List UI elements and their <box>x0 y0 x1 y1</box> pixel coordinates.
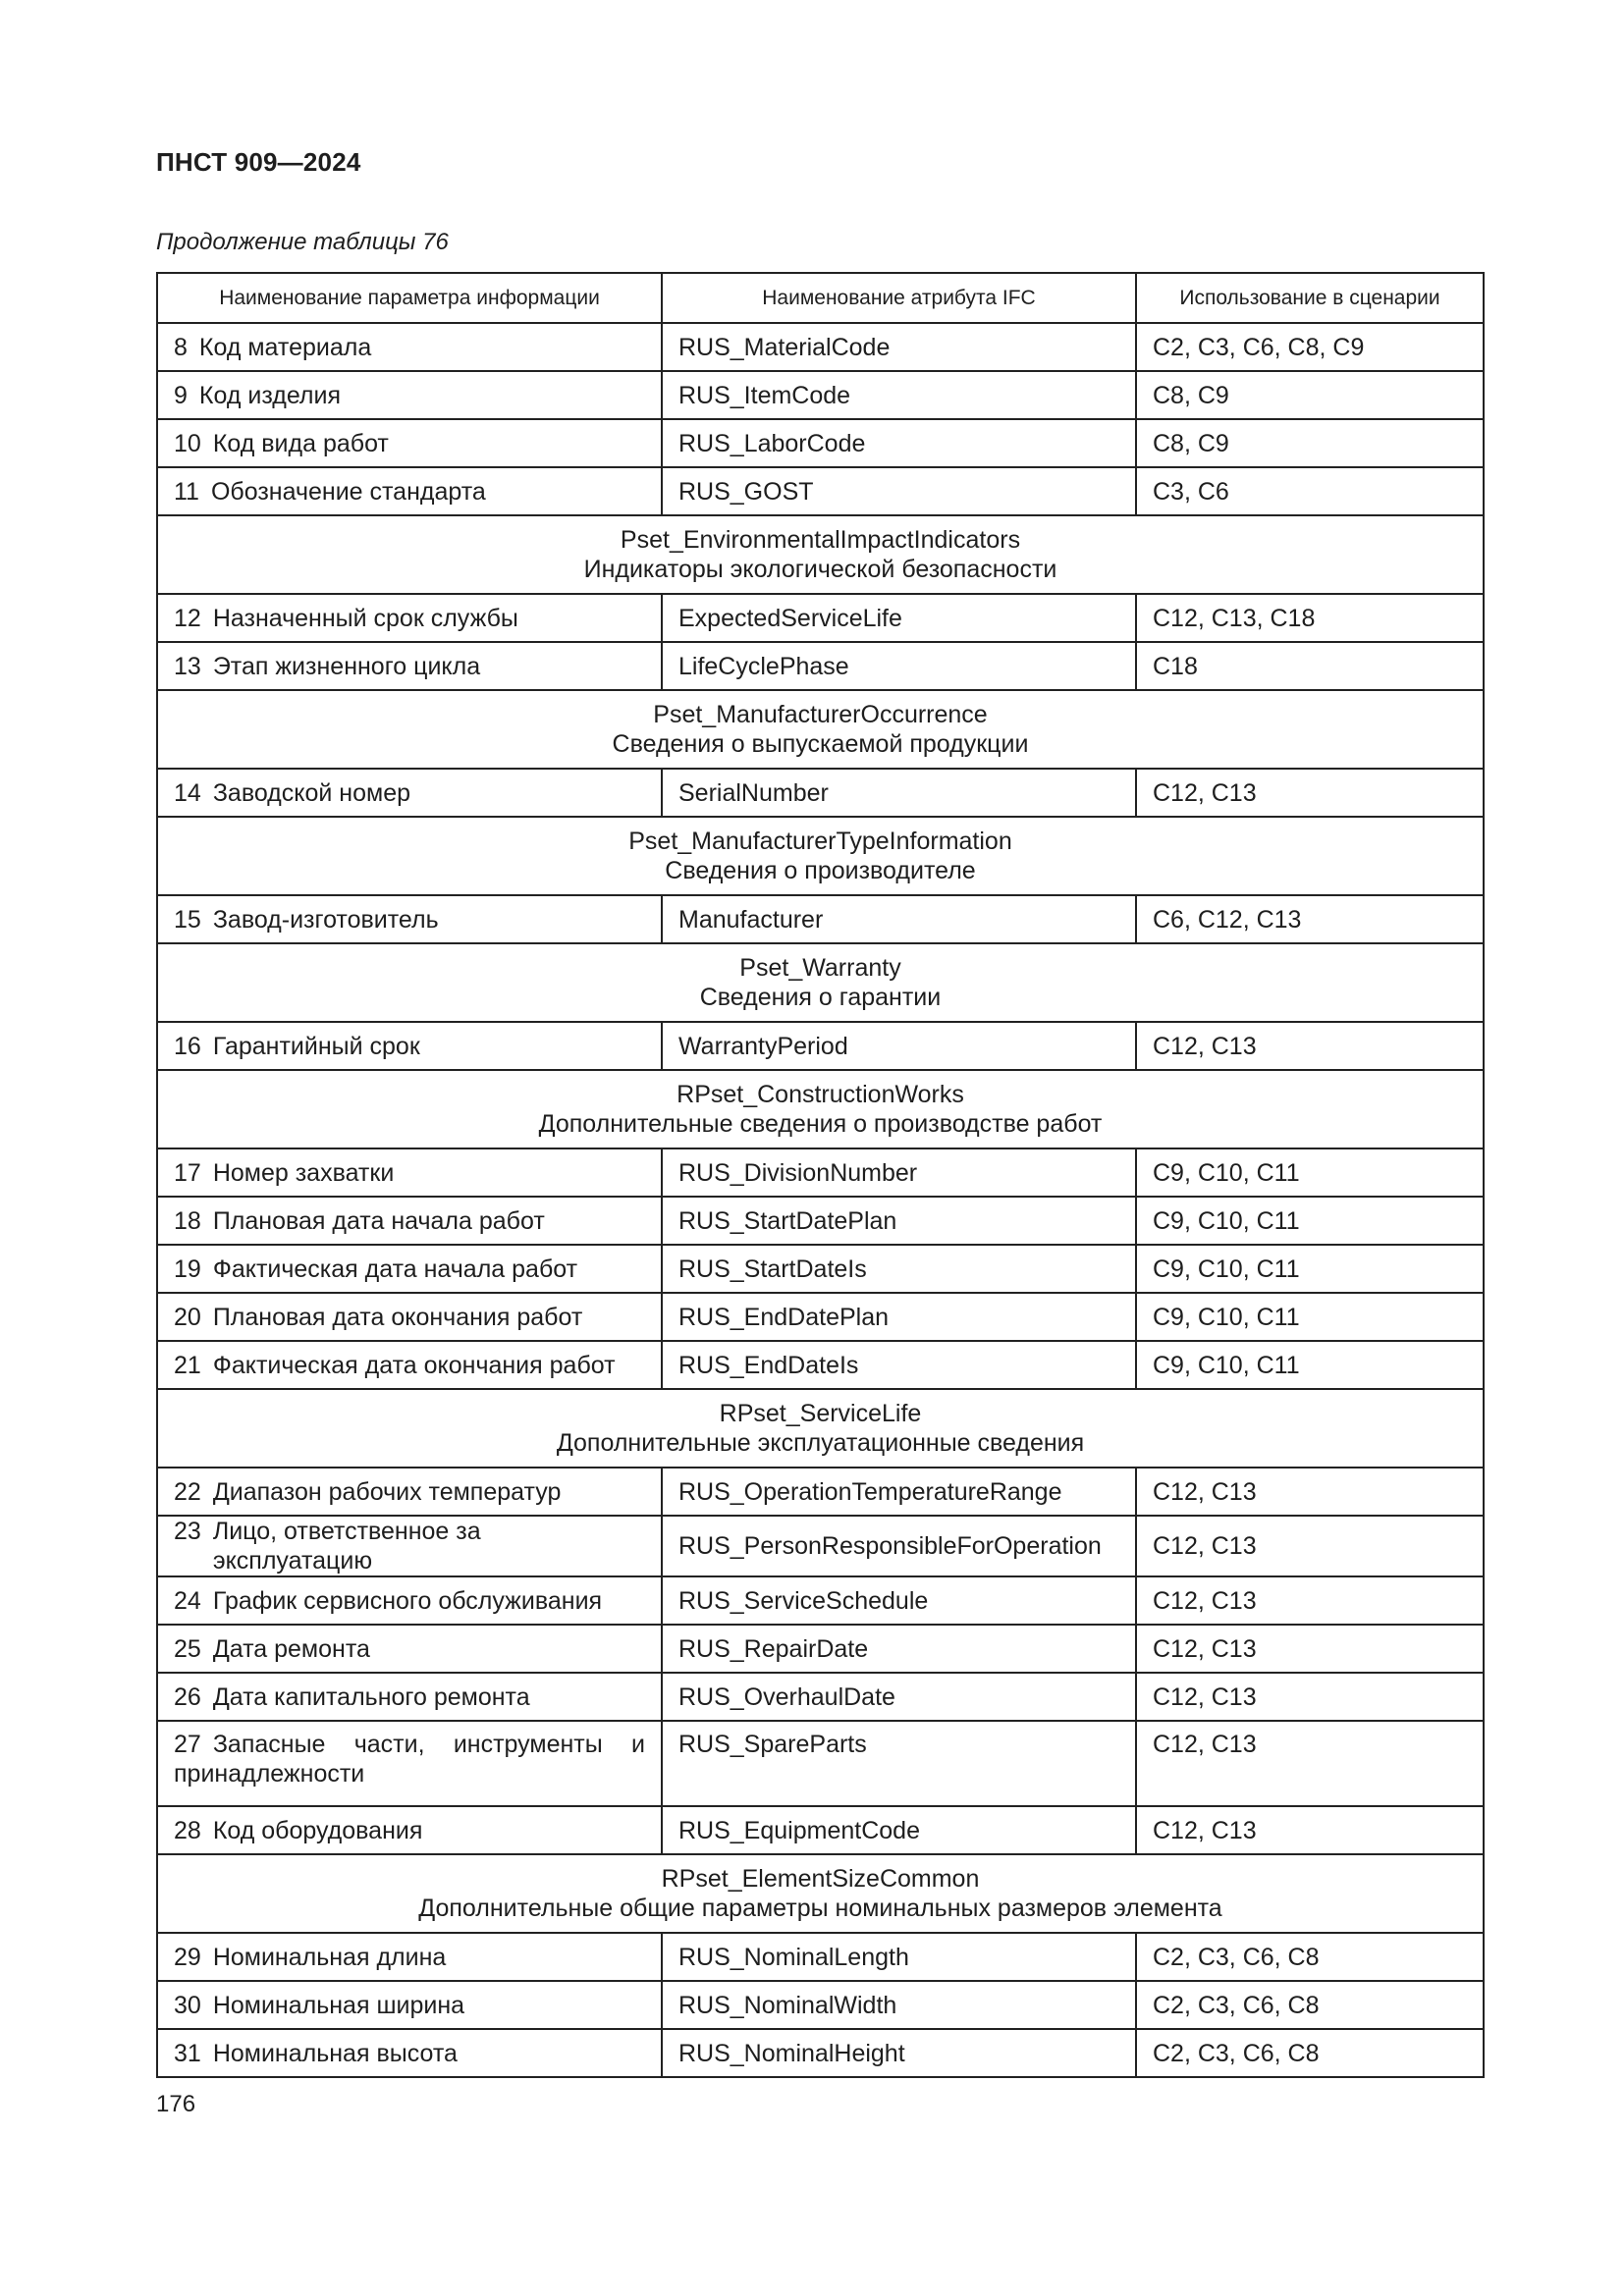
parameter-name-cell <box>157 1673 662 1721</box>
table-row <box>157 1293 1484 1341</box>
parameter-name: Фактическая дата окончания работ <box>212 1351 616 1379</box>
parameter-name: График сервисного обслуживания <box>212 1586 603 1615</box>
parameter-name-cell <box>157 1625 662 1673</box>
column-header-scenario-usage: Использование в сценарии <box>1136 273 1484 323</box>
parameter-name-cell <box>157 1721 662 1806</box>
parameter-name: Код материала <box>198 333 372 361</box>
parameter-name-cell <box>157 1933 662 1981</box>
scenario-usage-cell: C9, C10, C11 <box>1136 1197 1484 1245</box>
table-row <box>157 895 1484 943</box>
ifc-attribute-cell: WarrantyPeriod <box>662 1022 1136 1070</box>
parameter-number: 18 <box>174 1206 201 1235</box>
ifc-attribute-cell: RUS_ItemCode <box>662 371 1136 419</box>
parameter-name-cell <box>157 1468 662 1516</box>
parameter-number: 19 <box>174 1255 201 1283</box>
ifc-attribute-cell: RUS_OperationTemperatureRange <box>662 1468 1136 1516</box>
table-row <box>157 1806 1484 1854</box>
table-row <box>157 1468 1484 1516</box>
parameter-name-cell <box>157 1341 662 1389</box>
parameter-number: 14 <box>174 778 201 807</box>
property-set-description: Дополнительные сведения о производстве работ <box>538 1110 1103 1138</box>
page-number: 176 <box>156 2091 196 2117</box>
property-set-header-row <box>157 1854 1484 1933</box>
table-row <box>157 1576 1484 1625</box>
ifc-attribute-cell: LifeCyclePhase <box>662 642 1136 690</box>
parameter-number: 26 <box>174 1682 201 1711</box>
parameter-name-cell <box>157 2029 662 2077</box>
table-row <box>157 1933 1484 1981</box>
scenario-usage-cell: C12, C13 <box>1136 1468 1484 1516</box>
parameter-number: 9 <box>174 381 188 409</box>
parameters-table <box>156 272 1485 2078</box>
parameter-name-cell <box>157 594 662 642</box>
property-set-cell <box>157 817 1484 895</box>
parameter-name: Номинальная ширина <box>212 1991 465 2019</box>
parameter-number: 17 <box>174 1158 201 1187</box>
parameter-name-cell <box>157 419 662 467</box>
parameter-name: Код оборудования <box>212 1816 423 1844</box>
ifc-attribute-cell: RUS_StartDatePlan <box>662 1197 1136 1245</box>
ifc-attribute-cell: ExpectedServiceLife <box>662 594 1136 642</box>
property-set-header-row <box>157 1389 1484 1468</box>
ifc-attribute-cell: RUS_LaborCode <box>662 419 1136 467</box>
ifc-attribute-cell: RUS_MaterialCode <box>662 323 1136 371</box>
column-header-ifc-attribute: Наименование атрибута IFC <box>662 273 1136 323</box>
parameter-name: Завод-изготовитель <box>212 905 439 934</box>
table-row <box>157 642 1484 690</box>
ifc-attribute-cell: RUS_NominalLength <box>662 1933 1136 1981</box>
parameter-name: Плановая дата начала работ <box>212 1206 545 1235</box>
parameter-name-cell <box>157 371 662 419</box>
scenario-usage-cell: C12, C13 <box>1136 1625 1484 1673</box>
parameter-number: 20 <box>174 1303 201 1331</box>
property-set-name: RPset_ServiceLife <box>719 1400 922 1427</box>
document-code: ПНСТ 909—2024 <box>156 147 361 177</box>
ifc-attribute-cell: RUS_PersonResponsibleForOperation <box>662 1516 1136 1576</box>
scenario-usage-cell: C8, C9 <box>1136 371 1484 419</box>
table-header-row <box>157 273 1484 323</box>
ifc-attribute-cell: RUS_EndDateIs <box>662 1341 1136 1389</box>
parameter-name: Лицо, ответственное за эксплуатацию <box>212 1518 481 1575</box>
scenario-usage-cell: C12, C13 <box>1136 1516 1484 1576</box>
property-set-cell <box>157 943 1484 1022</box>
property-set-name: Pset_ManufacturerOccurrence <box>653 701 988 728</box>
table-row <box>157 1673 1484 1721</box>
scenario-usage-cell: C6, C12, C13 <box>1136 895 1484 943</box>
parameter-number: 25 <box>174 1634 201 1663</box>
property-set-header-row <box>157 515 1484 594</box>
scenario-usage-cell: C8, C9 <box>1136 419 1484 467</box>
parameter-name-cell <box>157 1576 662 1625</box>
parameter-number: 31 <box>174 2039 201 2067</box>
parameter-name: Дата ремонта <box>212 1634 370 1663</box>
parameter-name-cell <box>157 769 662 817</box>
parameter-name: Номер захватки <box>212 1158 395 1187</box>
table-row <box>157 371 1484 419</box>
parameter-name-cell <box>157 1022 662 1070</box>
scenario-usage-cell: C9, C10, C11 <box>1136 1148 1484 1197</box>
column-header-parameter-name: Наименование параметра информации <box>157 273 662 323</box>
scenario-usage-cell: C9, C10, C11 <box>1136 1293 1484 1341</box>
parameter-name-cell <box>157 895 662 943</box>
property-set-header-row <box>157 690 1484 769</box>
table-row <box>157 323 1484 371</box>
table-row <box>157 1197 1484 1245</box>
property-set-description: Дополнительные эксплуатационные сведения <box>556 1429 1085 1457</box>
property-set-name: Pset_EnvironmentalImpactIndicators <box>620 526 1021 554</box>
table-row <box>157 419 1484 467</box>
parameter-name-cell <box>157 1806 662 1854</box>
property-set-description: Сведения о производителе <box>665 857 976 884</box>
property-set-description: Индикаторы экологической безопасности <box>583 556 1057 583</box>
property-set-header-row <box>157 1070 1484 1148</box>
parameter-number: 10 <box>174 429 201 457</box>
parameter-number: 29 <box>174 1943 201 1971</box>
parameter-name-cell <box>157 467 662 515</box>
parameter-number: 27 <box>174 1731 201 1758</box>
scenario-usage-cell: C18 <box>1136 642 1484 690</box>
parameter-name-cell <box>157 642 662 690</box>
ifc-attribute-cell: RUS_GOST <box>662 467 1136 515</box>
table-row <box>157 594 1484 642</box>
table-row <box>157 1245 1484 1293</box>
table-row <box>157 769 1484 817</box>
scenario-usage-cell: C2, C3, C6, C8 <box>1136 1981 1484 2029</box>
scenario-usage-cell: C2, C3, C6, C8 <box>1136 1933 1484 1981</box>
ifc-attribute-cell: RUS_StartDateIs <box>662 1245 1136 1293</box>
parameter-name: Код вида работ <box>212 429 389 457</box>
parameter-number: 30 <box>174 1991 201 2019</box>
property-set-header-row <box>157 817 1484 895</box>
ifc-attribute-cell: RUS_ServiceSchedule <box>662 1576 1136 1625</box>
parameter-name: Фактическая дата начала работ <box>212 1255 578 1283</box>
parameter-name-cell <box>157 1516 662 1576</box>
scenario-usage-cell: C9, C10, C11 <box>1136 1341 1484 1389</box>
table-body <box>157 323 1484 2077</box>
property-set-name: Pset_ManufacturerTypeInformation <box>628 828 1012 855</box>
scenario-usage-cell: C12, C13 <box>1136 1721 1484 1806</box>
parameter-name: Этап жизненного цикла <box>212 652 481 680</box>
property-set-description: Сведения о гарантии <box>699 984 942 1011</box>
scenario-usage-cell: C2, C3, C6, C8 <box>1136 2029 1484 2077</box>
scenario-usage-cell: C12, C13 <box>1136 1673 1484 1721</box>
property-set-description: Сведения о выпускаемой продукции <box>612 730 1029 758</box>
ifc-attribute-cell: RUS_NominalWidth <box>662 1981 1136 2029</box>
property-set-name: Pset_Warranty <box>739 954 901 982</box>
parameter-name-cell <box>157 1197 662 1245</box>
parameter-name: Номинальная высота <box>212 2039 458 2067</box>
ifc-attribute-cell: RUS_EquipmentCode <box>662 1806 1136 1854</box>
table-row <box>157 467 1484 515</box>
parameter-name-cell <box>157 1245 662 1293</box>
property-set-description: Дополнительные общие параметры номинальных размеров элемента <box>418 1895 1222 1922</box>
parameter-name-cell <box>157 1148 662 1197</box>
table-row <box>157 2029 1484 2077</box>
ifc-attribute-cell: RUS_RepairDate <box>662 1625 1136 1673</box>
parameter-name: Гарантийный срок <box>212 1032 420 1060</box>
parameter-number: 28 <box>174 1816 201 1844</box>
parameter-number: 24 <box>174 1586 201 1615</box>
scenario-usage-cell: C12, C13, C18 <box>1136 594 1484 642</box>
parameter-name: Запасные части, инструменты и принадлежности <box>174 1731 645 1788</box>
property-set-cell <box>157 690 1484 769</box>
parameter-name: Обозначение стандарта <box>210 477 486 506</box>
parameter-number: 15 <box>174 905 201 934</box>
scenario-usage-cell: C12, C13 <box>1136 1806 1484 1854</box>
parameter-number: 23 <box>174 1518 201 1545</box>
property-set-cell <box>157 1070 1484 1148</box>
parameter-name: Назначенный срок службы <box>212 604 518 632</box>
parameter-name: Код изделия <box>198 381 341 409</box>
scenario-usage-cell: C12, C13 <box>1136 1022 1484 1070</box>
property-set-cell <box>157 1854 1484 1933</box>
scenario-usage-cell: C12, C13 <box>1136 1576 1484 1625</box>
ifc-attribute-cell: RUS_DivisionNumber <box>662 1148 1136 1197</box>
parameter-number: 22 <box>174 1477 201 1506</box>
ifc-attribute-cell: Manufacturer <box>662 895 1136 943</box>
table-row <box>157 1341 1484 1389</box>
property-set-cell <box>157 515 1484 594</box>
scenario-usage-cell: C3, C6 <box>1136 467 1484 515</box>
ifc-attribute-cell: RUS_NominalHeight <box>662 2029 1136 2077</box>
scenario-usage-cell: C9, C10, C11 <box>1136 1245 1484 1293</box>
parameter-name: Заводской номер <box>212 778 410 807</box>
parameter-number: 21 <box>174 1351 201 1379</box>
parameter-name-cell <box>157 1293 662 1341</box>
parameter-number: 13 <box>174 652 201 680</box>
parameter-number: 11 <box>174 477 199 506</box>
ifc-attribute-cell: RUS_SpareParts <box>662 1721 1136 1806</box>
ifc-attribute-cell: SerialNumber <box>662 769 1136 817</box>
parameter-number: 8 <box>174 333 188 361</box>
parameter-number: 12 <box>174 604 201 632</box>
parameter-name-cell <box>157 323 662 371</box>
property-set-name: RPset_ElementSizeCommon <box>661 1865 980 1893</box>
table-row <box>157 1022 1484 1070</box>
scenario-usage-cell: C2, C3, C6, C8, C9 <box>1136 323 1484 371</box>
scenario-usage-cell: C12, C13 <box>1136 769 1484 817</box>
parameter-name: Дата капитального ремонта <box>212 1682 530 1711</box>
ifc-attribute-cell: RUS_EndDatePlan <box>662 1293 1136 1341</box>
table-continuation-caption: Продолжение таблицы 76 <box>156 229 449 255</box>
parameter-name: Плановая дата окончания работ <box>212 1303 583 1331</box>
parameter-number: 16 <box>174 1032 201 1060</box>
parameter-name-cell <box>157 1981 662 2029</box>
property-set-header-row <box>157 943 1484 1022</box>
table-row <box>157 1148 1484 1197</box>
ifc-attribute-cell: RUS_OverhaulDate <box>662 1673 1136 1721</box>
table-row <box>157 1516 1484 1576</box>
property-set-name: RPset_ConstructionWorks <box>677 1081 964 1108</box>
property-set-cell <box>157 1389 1484 1468</box>
table-row <box>157 1721 1484 1806</box>
parameter-name: Диапазон рабочих температур <box>212 1477 562 1506</box>
table-row <box>157 1981 1484 2029</box>
parameter-name: Номинальная длина <box>212 1943 447 1971</box>
table-row <box>157 1625 1484 1673</box>
